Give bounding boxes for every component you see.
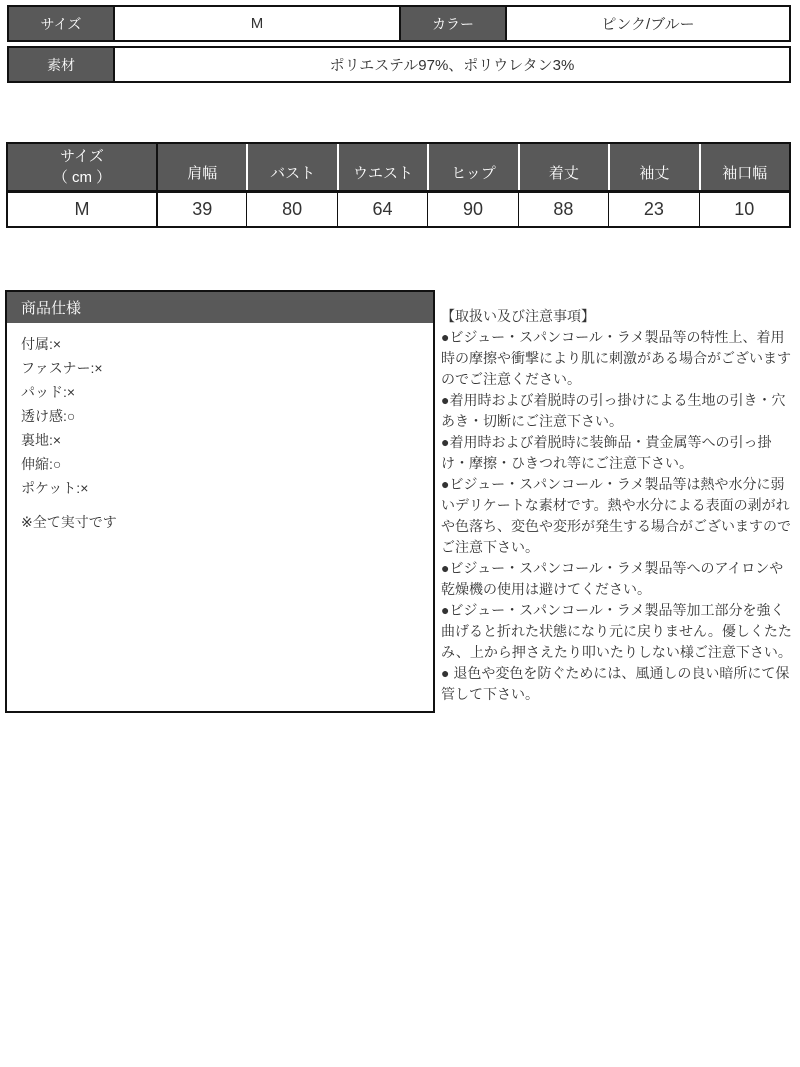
- material-header-cell: 素材: [9, 48, 113, 81]
- header-bust: バスト: [246, 144, 336, 190]
- cell-waist: 64: [337, 193, 427, 226]
- cell-sleeve-length: 23: [608, 193, 698, 226]
- cell-length: 88: [518, 193, 608, 226]
- precaution-item: ●ビジュー・スパンコール・ラメ製品等へのアイロンや乾燥機の使用は避けてください。: [441, 560, 784, 597]
- precaution-item: ●ビジュー・スパンコール・ラメ製品等加工部分を強く曲げると折れた状態になり元に戻りません。優しくたたみ、上から押さえたり叩いたりしない様ご注意下さい。: [441, 602, 792, 660]
- color-value-cell: ピンク/ブルー: [505, 7, 789, 40]
- color-header-cell: カラー: [399, 7, 505, 40]
- measurements-unit-line2: （ cm ）: [52, 169, 112, 186]
- info-row-size-color: [7, 5, 791, 42]
- spec-item-lining: 裏地:×: [21, 432, 62, 448]
- spec-item-fastener: ファスナー:×: [21, 360, 103, 376]
- cell-cuff-width: 10: [699, 193, 789, 226]
- spec-item-stretch: 伸縮:○: [21, 456, 62, 472]
- spec-item-pocket: ポケット:×: [21, 480, 89, 496]
- material-value-cell: ポリエステル97%、ポリウレタン3%: [113, 48, 789, 81]
- spec-item-accessory: 付属:×: [21, 336, 62, 352]
- cell-size: M: [8, 193, 156, 226]
- cell-hip: 90: [427, 193, 517, 226]
- cell-shoulder-width: 39: [156, 193, 246, 226]
- header-waist: ウエスト: [337, 144, 427, 190]
- info-row-material: [7, 46, 791, 83]
- precaution-item: ●着用時および着脱時の引っ掛けによる生地の引き・穴あき・切断にご注意下さい。: [441, 392, 786, 429]
- precaution-item: ●ビジュー・スパンコール・ラメ製品等の特性上、着用時の摩擦や衝撃により肌に刺激がある場合がございますのでご注意ください。: [441, 329, 791, 387]
- size-header-cell: サイズ: [9, 7, 113, 40]
- header-sleeve-length: 袖丈: [608, 144, 698, 190]
- header-shoulder-width: 肩幅: [156, 144, 246, 190]
- measurements-header-row: [8, 144, 789, 193]
- spec-item-pad: パッド:×: [21, 384, 76, 400]
- measurements-table: [6, 142, 791, 228]
- measurements-unit-header-cell: [8, 144, 156, 190]
- product-spec-title: 商品仕様: [21, 300, 82, 317]
- measurements-unit-line1: サイズ: [60, 148, 104, 165]
- header-cuff-width: 袖口幅: [699, 144, 789, 190]
- measurements-data-row: [8, 193, 789, 226]
- cell-bust: 80: [246, 193, 336, 226]
- precaution-item: ● 退色や変色を防ぐためには、風通しの良い暗所にて保管して下さい。: [441, 665, 790, 702]
- product-spec-list: [7, 323, 433, 500]
- product-spec-box: [5, 290, 435, 713]
- spec-item-sheerness: 透け感:○: [21, 408, 76, 424]
- precaution-item: ●着用時および着脱時に装飾品・貴金属等への引っ掛け・摩擦・ひきつれ等にご注意下さい。: [441, 434, 772, 471]
- precautions-title: 【取扱い及び注意事項】: [441, 308, 595, 324]
- size-value-cell: M: [113, 7, 399, 40]
- header-length: 着丈: [518, 144, 608, 190]
- product-spec-title-bar: [7, 292, 433, 323]
- precautions-section: [441, 305, 797, 705]
- spec-note: ※全て実寸です: [21, 514, 117, 530]
- header-hip: ヒップ: [427, 144, 517, 190]
- precaution-item: ●ビジュー・スパンコール・ラメ製品等は熱や水分に弱いデリケートな素材です。熱や水分による表面の剥がれや色落ち、変色や変形が発生する場合がございますのでご注意下さい。: [441, 476, 791, 555]
- product-info-table: [7, 5, 791, 83]
